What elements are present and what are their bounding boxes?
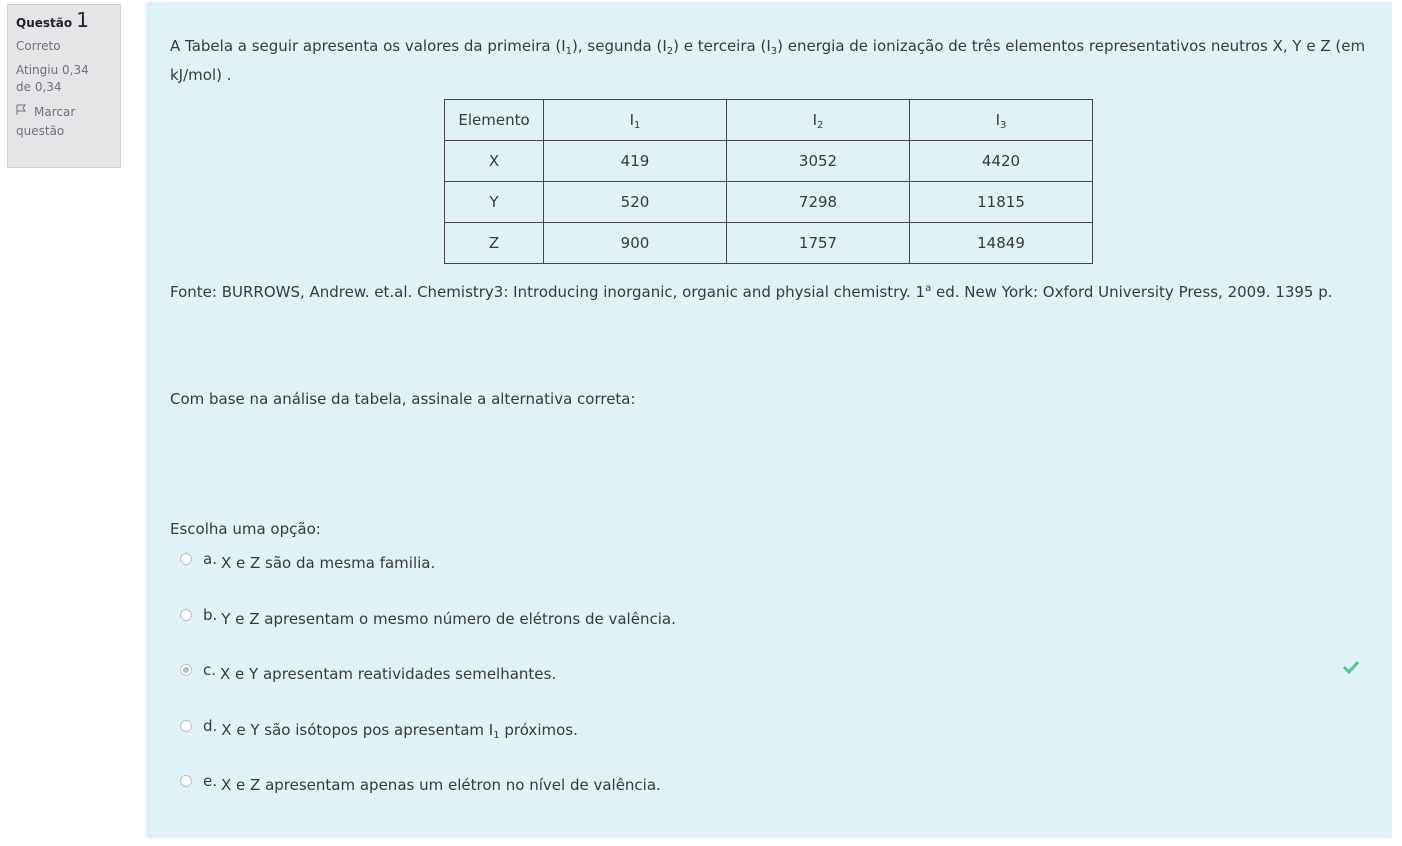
table-header-cell: Elemento: [445, 100, 544, 141]
table-header-cell: $I_2$: [727, 100, 910, 141]
option-a[interactable]: a. X e Z são da mesma familia.: [180, 551, 435, 575]
question-prompt: Com base na análise da tabela, assinale a alternativa correta:: [170, 390, 636, 408]
question-text: A Tabela a seguir apresenta os valores da primeira $(I_1)$, segunda $(I_2)$ e terceira $(I_3)$ energia de ionização de três elementos representativos neutros X, Y e Z (em kJ/mol) .: [170, 37, 1366, 84]
table-cell: 4420: [910, 141, 1093, 182]
table-cell: 14849: [910, 223, 1093, 264]
question-content: [146, 2, 1392, 838]
option-label: X e Z apresentam apenas um elétron no nível de valência.: [221, 776, 661, 794]
option-label: X e Y apresentam reatividades semelhantes.: [220, 665, 557, 683]
table-header-cell: $I_3$: [910, 100, 1093, 141]
table-row: [445, 182, 1093, 223]
check-icon: [1342, 658, 1360, 679]
table-row: [445, 223, 1093, 264]
table-cell: Y: [445, 182, 544, 223]
option-label: Y e Z apresentam o mesmo número de elétrons de valência.: [221, 610, 676, 628]
flag-icon: [16, 103, 28, 122]
choose-option-label: Escolha uma opção:: [170, 520, 321, 538]
option-label: X e Y são isótopos pos apresentam $I_1$ próximos.: [221, 721, 578, 741]
option-a-radio[interactable]: [180, 553, 192, 565]
table-cell: 1757: [727, 223, 910, 264]
question-grade: Atingiu 0,34 de 0,34: [16, 63, 89, 94]
option-b[interactable]: b. Y e Z apresentam o mesmo número de elétrons de valência.: [180, 607, 676, 631]
question-info-panel: [7, 4, 121, 168]
table-row: [445, 141, 1093, 182]
question-state: Correto: [16, 39, 61, 53]
option-label: X e Z são da mesma familia.: [220, 554, 436, 572]
option-d-radio[interactable]: [180, 720, 192, 732]
option-e-radio[interactable]: [180, 775, 192, 787]
option-b-radio[interactable]: [180, 609, 192, 621]
table-cell: 11815: [910, 182, 1093, 223]
option-c-radio[interactable]: [180, 664, 192, 676]
option-e[interactable]: e. X e Z apresentam apenas um elétron no nível de valência.: [180, 773, 661, 797]
table-header-cell: $I_1$: [544, 100, 727, 141]
table-cell: 3052: [727, 141, 910, 182]
flag-question-link[interactable]: Marcar questão: [16, 105, 76, 138]
table-header-row: [445, 100, 1093, 141]
table-cell: 520: [544, 182, 727, 223]
source-citation: Fonte: BURROWS, Andrew. et.al. Chemistry3: Introducing inorganic, organic and physial chemistry. 1$^a$ ed. New York: Oxford University Press, 2009. 1395 p.: [170, 283, 1333, 301]
ionization-table: [444, 99, 1093, 264]
table-cell: X: [445, 141, 544, 182]
table-cell: 419: [544, 141, 727, 182]
option-c[interactable]: c. X e Y apresentam reatividades semelhantes.: [180, 662, 556, 686]
table-cell: 900: [544, 223, 727, 264]
question-number: Questão 1: [16, 8, 90, 32]
table-cell: Z: [445, 223, 544, 264]
table-cell: 7298: [727, 182, 910, 223]
option-d[interactable]: d. X e Y são isótopos pos apresentam $I_1$ próximos.: [180, 718, 578, 742]
